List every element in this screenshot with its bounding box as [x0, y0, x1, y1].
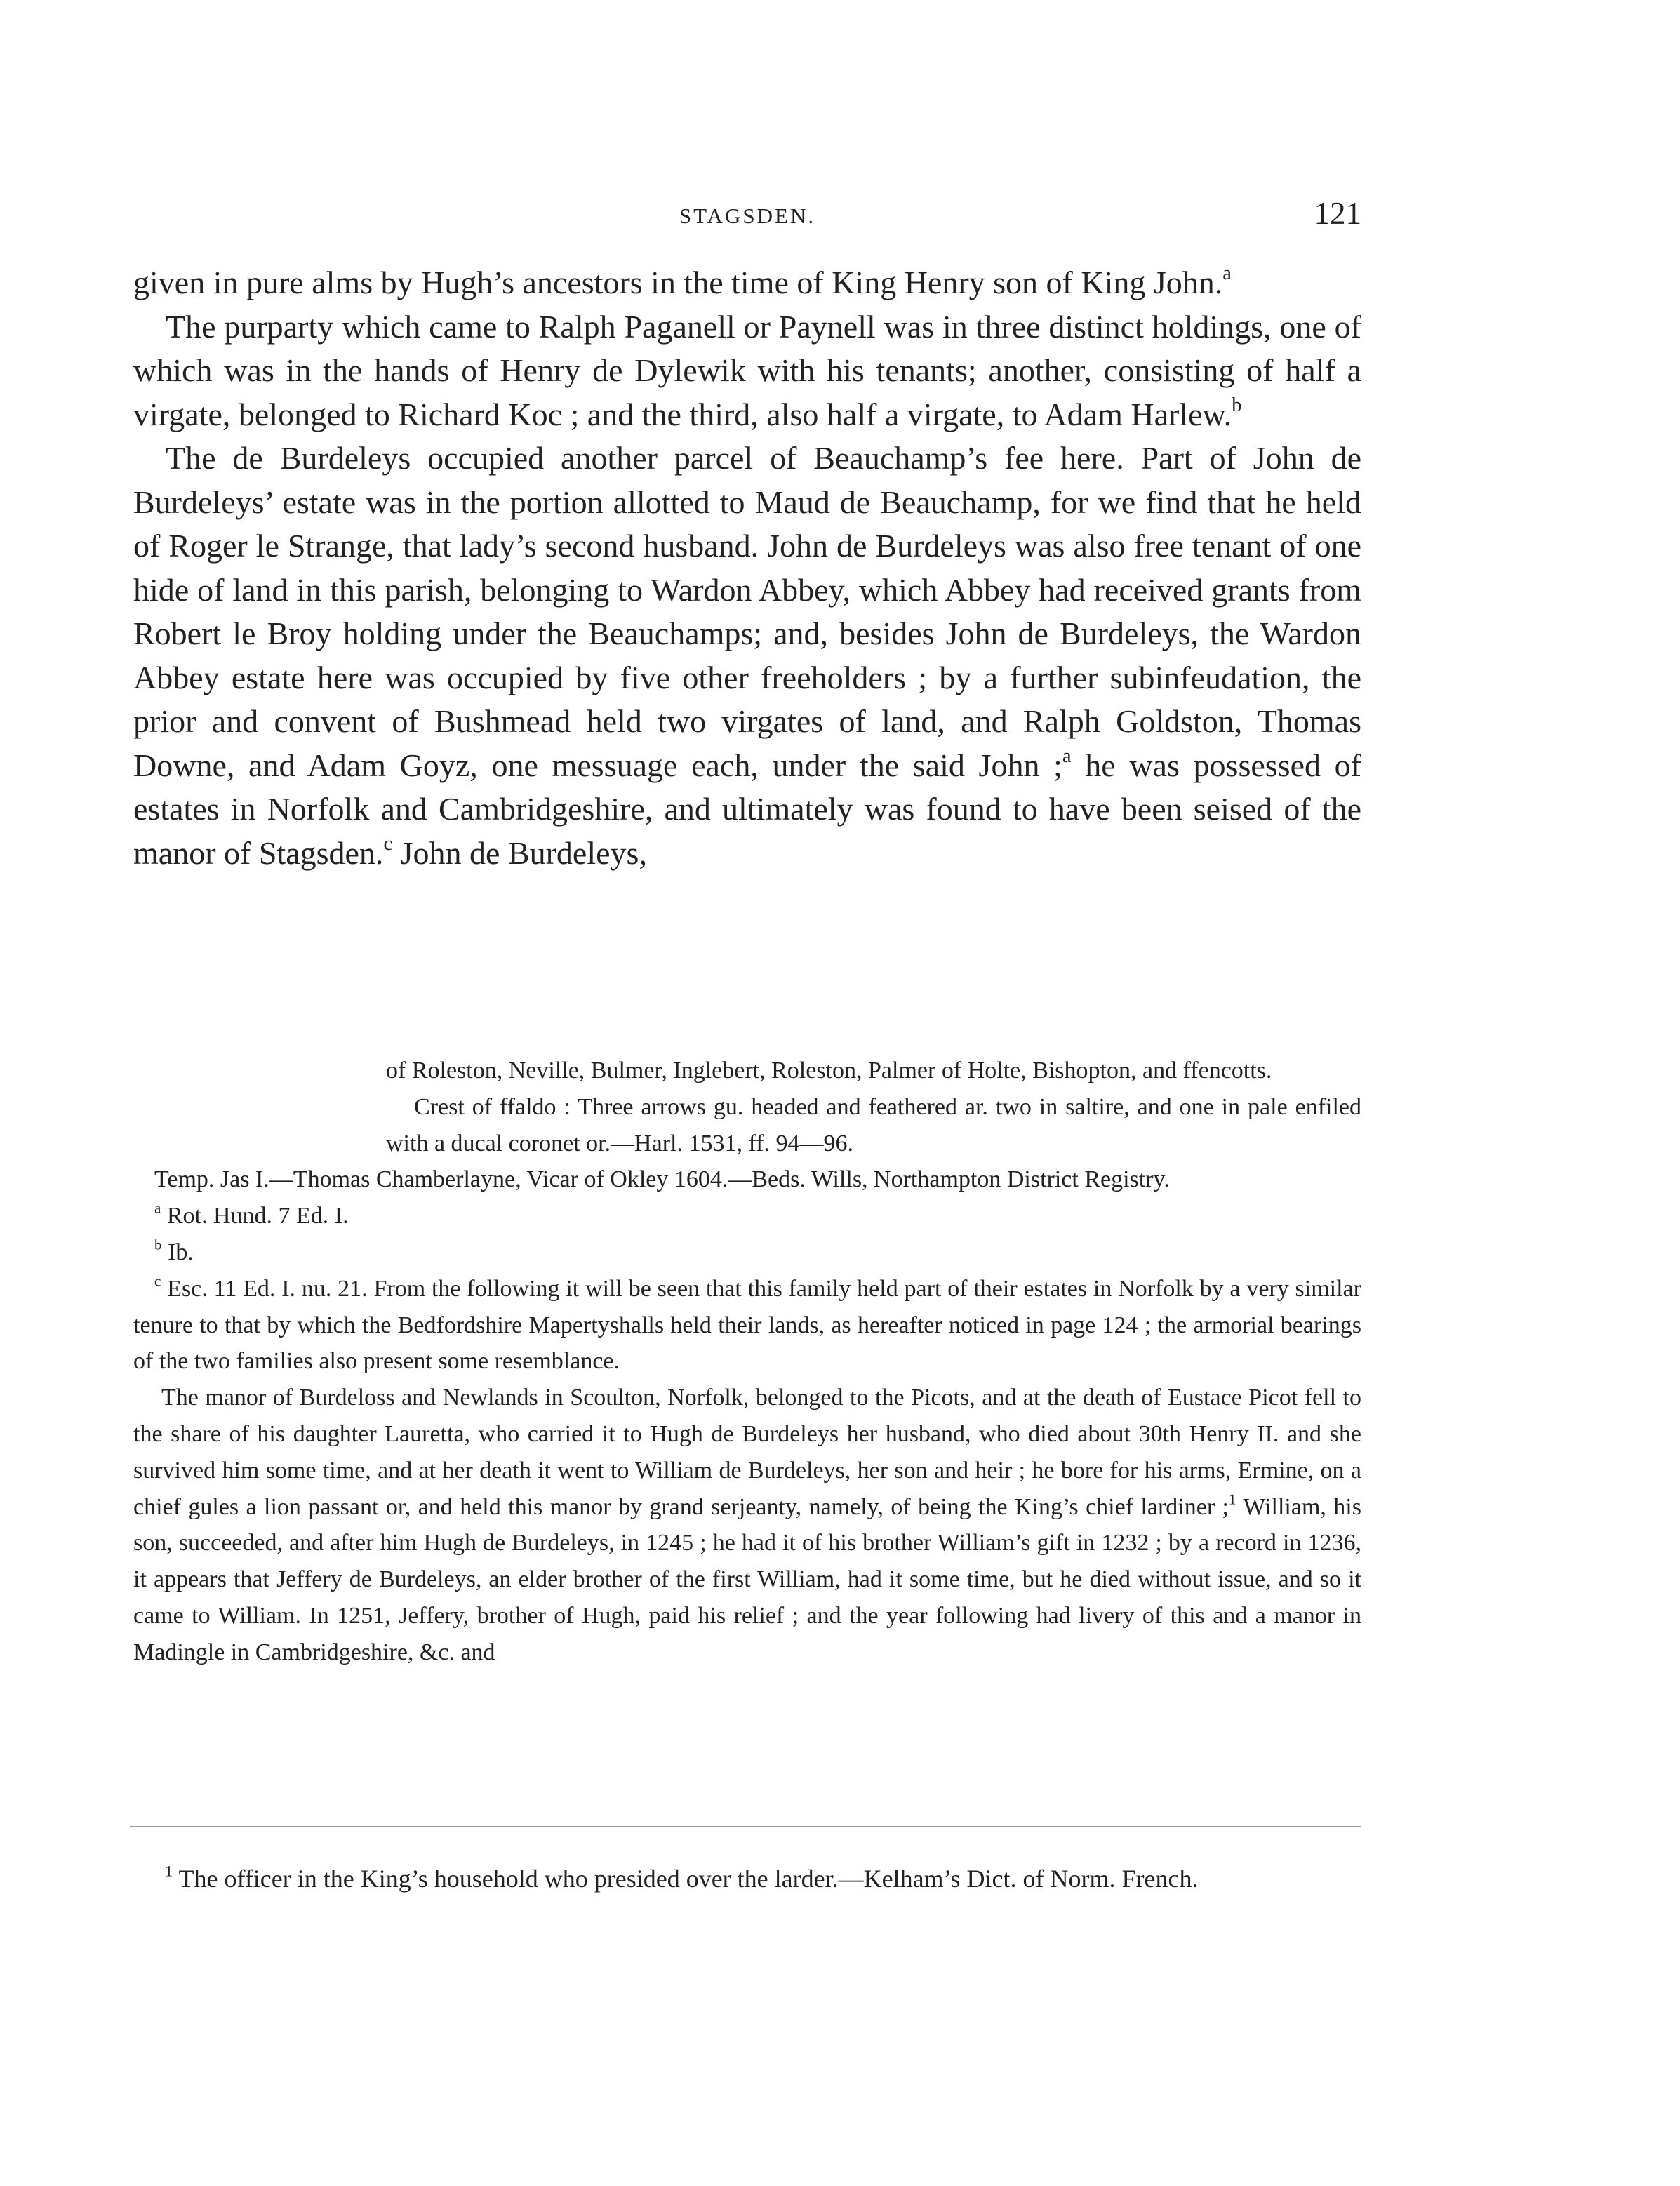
paragraph-3-text-part-1: The de Burdeleys occupied another parcel of Beauchamp’s fee here. Part of John de Burdeleys’ estate was in the portion allotted to Maud de Beauchamp, for we find that he held of Roger le Strange, that lady’s second husband. John de Burdeleys was also free tenant of one hide of land in this parish, belonging to Wardon Abbey, which Abbey had received grants from Robert le Broy holding under the Beauchamps; and, besides John de Burdeleys, the Wardon Abbey estate here was occupied by five other freeholders ; by a further subinfeudation, the prior and convent of Bushmead held two virgates of land, and Ralph Goldston, Thomas Downe, and Adam Goyz, one messuage each, under the said John ; — [133, 440, 1361, 783]
note-manor-paragraph — [133, 1380, 1361, 1670]
note-manor-text-part-1: The manor of Burdeloss and Newlands in Scoulton, Norfolk, belonged to the Picots, and at the death of Eustace Picot fell to the share of his daughter Lauretta, who carried it to Hugh de Burdeleys her husband, who died about 30th Henry II. and she survived him some time, and at her death it went to William de Burdeleys, her son and heir ; he bore for his arms, Ermine, on a chief gules a lion passant or, and held this manor by grand serjeanty, namely, of being the King’s chief lardiner ; — [133, 1385, 1361, 1520]
footnote-1-text: The officer in the King’s household who presided over the larder.—Kelham’s Dict. of Norm. French. — [173, 1865, 1199, 1893]
footnote-ref-a: a — [1222, 262, 1232, 285]
footnote-a-text: Rot. Hund. 7 Ed. I. — [161, 1203, 349, 1229]
paragraph-1 — [133, 261, 1361, 305]
footnote-1-mark: 1 — [165, 1862, 173, 1880]
note-manor-text-part-2: William, his son, succeeded, and after him Hugh de Burdeleys, in 1245 ; he had it of his brother William’s gift in 1232 ; by a record in 1236, it appears that Jeffery de Burdeleys, an elder brother of the first William, had it some time, but he died without issue, and so it came to William. In 1251, Jeffery, brother of Hugh, paid his relief ; and the year following had livery of this and a manor in Madingle in Cambridgeshire, &c. and — [133, 1493, 1361, 1665]
note-continuation: of Roleston, Neville, Bulmer, Inglebert, Roleston, Palmer of Holte, Bishopton, and ffencotts. — [386, 1058, 1272, 1084]
footnote-b — [133, 1234, 1361, 1271]
footnote-ref-c: c — [383, 832, 393, 855]
page-number: 121 — [1314, 196, 1361, 231]
footnote-ref-a: a — [1062, 745, 1072, 767]
footnote-ref-1: 1 — [1229, 1490, 1236, 1507]
paragraph-1-text: given in pure alms by Hugh’s ancestors in the time of King Henry son of King John. — [133, 265, 1223, 300]
footnote-b-mark: b — [154, 1236, 162, 1253]
notes-section — [133, 1053, 1361, 1671]
footnote-b-text: Ib. — [161, 1239, 194, 1265]
note-temp-jas: Temp. Jas I.—Thomas Chamberlayne, Vicar of Okley 1604.—Beds. Wills, Northampton District Registry. — [154, 1166, 1170, 1193]
note-crest: Crest of ffaldo : Three arrows gu. headed and feathered ar. two in saltire, and one in pale enfiled with a ducal coronet or.—Harl. 1531, ff. 94—96. — [386, 1093, 1361, 1157]
page-header — [133, 195, 1361, 237]
footnote-1 — [133, 1861, 1361, 1896]
running-title: STAGSDEN. — [679, 204, 816, 228]
paragraph-3-text-part-2: he was possessed of estates in Norfolk and Cambridgeshire, and ultimately was found to have been seised of the manor of Stagsden. — [133, 747, 1361, 871]
footnote-ref-b: b — [1232, 394, 1242, 416]
paragraph-2-text: The purparty which came to Ralph Paganell or Paynell was in three distinct holdings, one of which was in the hands of Henry de Dylewik with his tenants; another, consisting of half a virgate, belonged to Richard Koc ; and the third, also half a virgate, to Adam Harlew. — [133, 308, 1361, 432]
footnote-divider — [130, 1826, 1361, 1827]
footnote-a — [133, 1198, 1361, 1234]
footnote-c-text: Esc. 11 Ed. I. nu. 21. From the following it will be seen that this family held part of their estates in Norfolk by a very similar tenure to that by which the Bedfordshire Mapertyshalls held their lands, as hereafter noticed in page 124 ; the armorial bearings of the two families also present some resemblance. — [133, 1275, 1361, 1375]
footnote-c-mark: c — [154, 1272, 161, 1290]
paragraph-3 — [133, 436, 1361, 875]
paragraph-3-text-part-3: John de Burdeleys, — [392, 834, 647, 871]
paragraph-2 — [133, 305, 1361, 437]
main-text — [133, 261, 1361, 875]
footnote-c — [133, 1271, 1361, 1380]
footnote-a-mark: a — [154, 1199, 161, 1217]
